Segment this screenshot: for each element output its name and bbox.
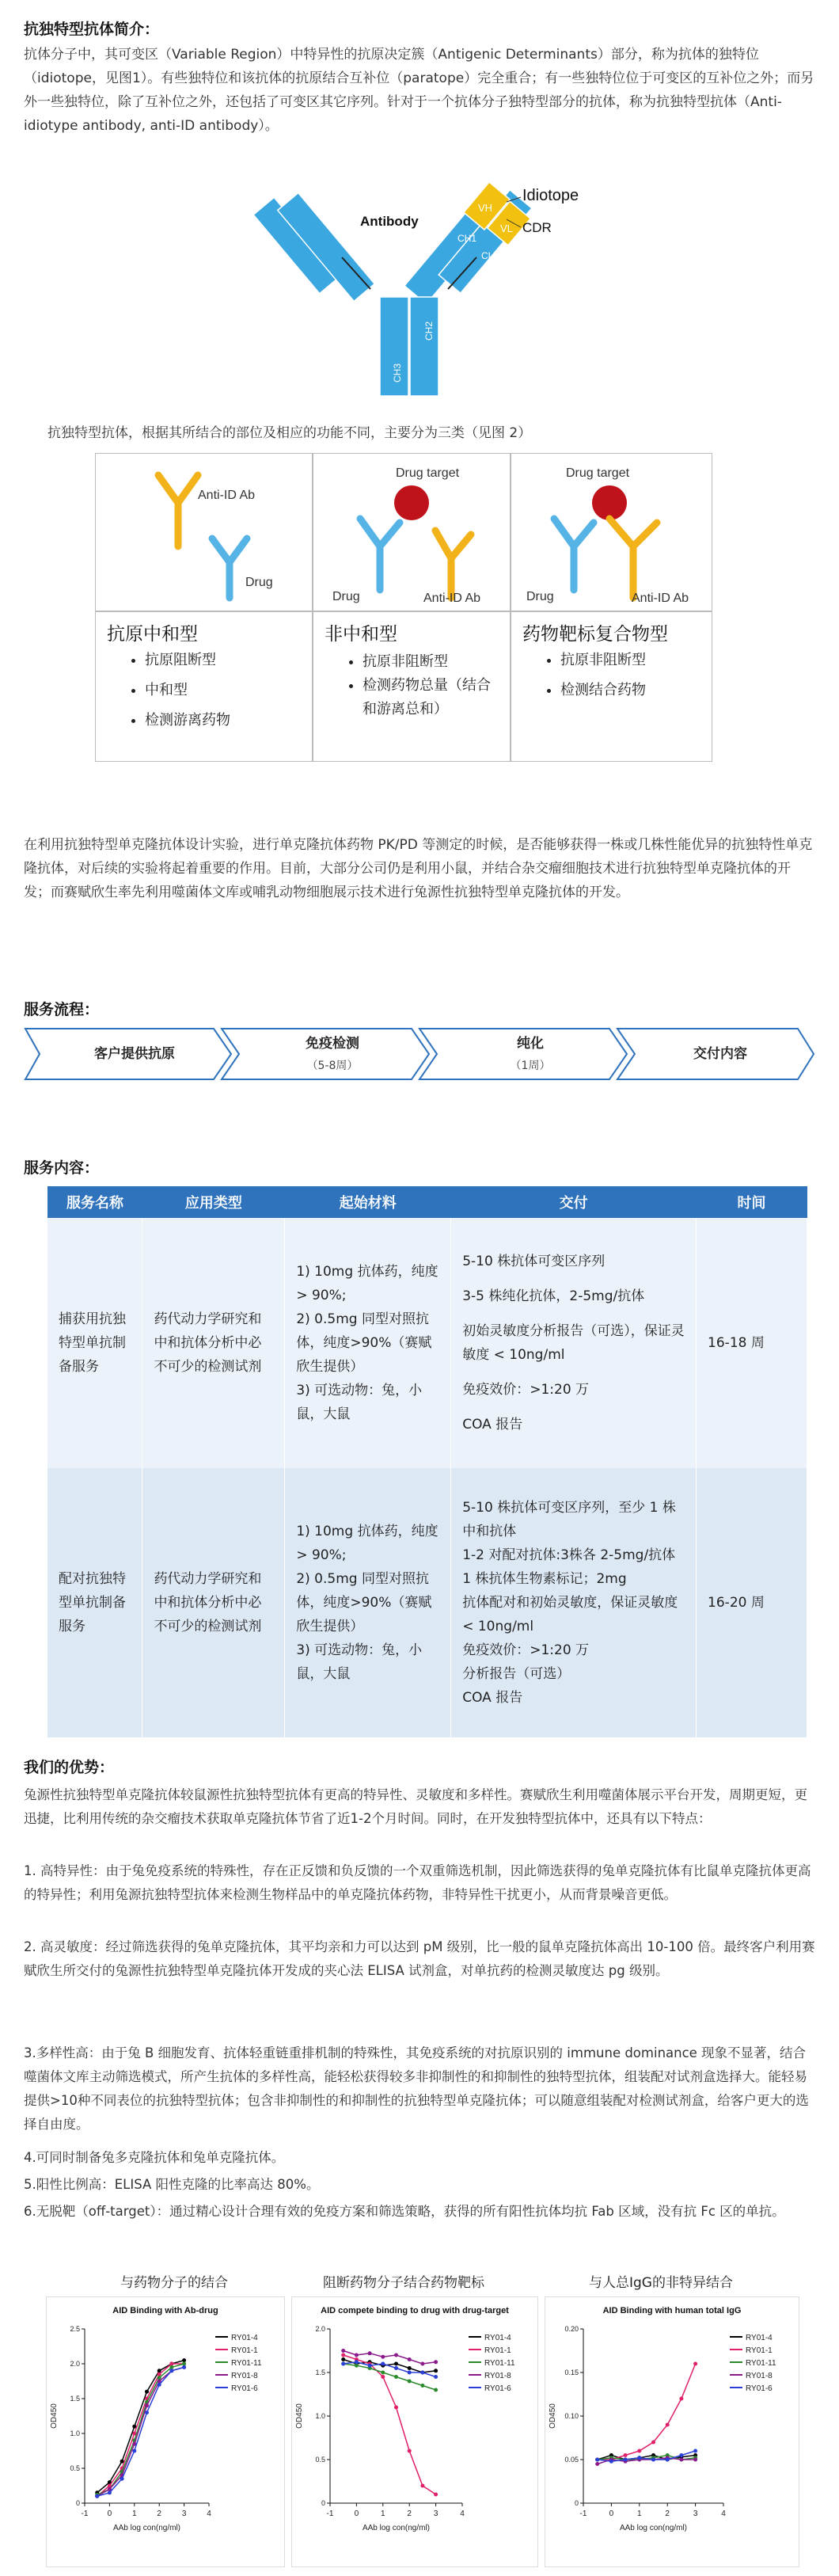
fig1-label-vl: VL xyxy=(500,223,513,234)
category-item: • 抗原非阻断型 xyxy=(363,650,503,674)
data-point xyxy=(408,2380,412,2384)
x-tick-label: 4 xyxy=(721,2509,726,2518)
data-point xyxy=(420,2384,424,2388)
chart-caption-1: 与药物分子的结合 xyxy=(120,2275,228,2291)
data-point xyxy=(394,2353,398,2357)
table-header: 应用类型 xyxy=(142,1186,285,1218)
deliverable-line: 初始灵敏度分析报告（可选），保证灵敏度 < 10ng/ml xyxy=(462,1323,685,1363)
data-point xyxy=(355,2364,359,2368)
deliverable-line: 3-5 株纯化抗体，2-5mg/抗体 xyxy=(462,1288,645,1304)
process-step-3: 纯化 xyxy=(517,1036,544,1052)
data-point xyxy=(651,2441,655,2445)
advantage-point-6: 6.无脱靶（off-target）：通过精心设计合理有效的免疫方案和筛选策略，获得的所有阳性抗体均抗 Fab 区域，没有抗 Fc 区的单抗。 xyxy=(24,2204,785,2219)
data-point xyxy=(394,2406,398,2410)
x-tick-label: -1 xyxy=(81,2509,89,2518)
category-item: • 抗原非阻断型 xyxy=(560,645,708,675)
data-point xyxy=(624,2458,628,2462)
y-tick-label: 1.0 xyxy=(70,2430,80,2437)
deliverable-line: COA 报告 xyxy=(462,1690,523,1706)
data-point xyxy=(95,2494,99,2498)
advantages-title: 我们的优势： xyxy=(24,1759,115,1776)
data-point xyxy=(609,2460,613,2464)
category-item: • 抗原阻断型 xyxy=(145,645,309,675)
service-deliverables xyxy=(451,1468,697,1737)
data-point xyxy=(434,2360,438,2364)
legend-label: RY01-6 xyxy=(484,2384,511,2393)
deliverable-line: 5-10 株抗体可变区序列，至少 1 株中和抗体 xyxy=(462,1500,676,1539)
deliverable-line: 分析报告（可选） xyxy=(462,1666,571,1682)
x-tick-label: 2 xyxy=(407,2509,412,2518)
fig1-label-ch3: CH3 xyxy=(392,363,403,382)
chart-binding-igg xyxy=(545,2296,799,2567)
category-title: 非中和型 xyxy=(325,624,397,645)
x-tick-label: 0 xyxy=(354,2509,359,2518)
data-point xyxy=(381,2355,385,2359)
data-point xyxy=(108,2490,112,2494)
data-point xyxy=(169,2365,173,2369)
diagram-neutralizing xyxy=(111,459,301,610)
data-point xyxy=(132,2449,136,2453)
data-point xyxy=(120,2477,124,2481)
table-row xyxy=(47,1218,807,1468)
data-point xyxy=(381,2375,385,2379)
d2-label-anti-id: Anti-ID Ab xyxy=(423,592,481,605)
series-line xyxy=(344,2355,436,2494)
fig1-label-ch1: CH1 xyxy=(457,233,477,244)
advantage-point-3: 3.多样性高：由于兔 B 细胞发育、抗体轻重链重排机制的特殊性，其免疫系统的对抗原识别的 immune dominance 现象不显著，结合噬菌体文库主动筛选模式，所产生抗体的多样性高，能轻松获得较多非抑制性的和抑制性的独特型抗体，组装配对试剂盒选择大。能轻易提供>10种不同表位的抗独特型抗体；包含非抑制性的和抑制性的抗独特型单克隆抗体；可以随意组装配对检测试剂盒，给客户更大的选择自由度。 xyxy=(24,2045,809,2132)
service-time: 16-20 周 xyxy=(697,1468,807,1737)
fig1-label-antibody: Antibody xyxy=(360,214,419,229)
d1-label-drug: Drug xyxy=(245,576,273,589)
data-point xyxy=(651,2458,655,2462)
service-material xyxy=(285,1468,451,1737)
service-name: 捕获用抗独特型单抗制备服务 xyxy=(47,1218,142,1468)
material-line: 1) 10mg 抗体药，纯度 > 90%; xyxy=(296,1524,438,1563)
material-line: 3) 可选动物：兔，小鼠，大鼠 xyxy=(296,1383,423,1422)
d3-label-anti-id: Anti-ID Ab xyxy=(632,592,689,605)
chart-title: AID Binding with Ab-drug xyxy=(112,2306,218,2315)
data-point xyxy=(381,2362,385,2366)
series-line xyxy=(97,2364,184,2494)
data-point xyxy=(145,2403,149,2407)
x-tick-label: 3 xyxy=(693,2509,698,2518)
data-point xyxy=(158,2369,161,2372)
material-line: 2) 0.5mg 同型对照抗体，纯度>90%（赛赋欣生提供） xyxy=(296,1571,432,1634)
table-header: 时间 xyxy=(697,1186,807,1218)
intro-paragraph: 抗体分子中，其可变区（Variable Region）中特异性的抗原决定簇（Antigenic Determinants）部分，称为抗体的独特位（idiotope，见图1）。有些独特位和该抗体的抗原结合互补位（paratope）完全重合；有一些独特位位于可变区的互补位之外；而另外一些独特位，除了互补位之外，还包括了可变区其它序列。针对于一个抗体分子独特型部分的抗体，称为抗独特型抗体（Anti-idiotype antibody, anti-ID antibody）。 xyxy=(24,47,814,134)
process-step-2-duration: （5-8周） xyxy=(306,1060,359,1072)
legend-label: RY01-4 xyxy=(231,2334,258,2342)
service-app: 药代动力学研究和中和抗体分析中必不可少的检测试剂 xyxy=(142,1218,285,1468)
data-point xyxy=(408,2449,412,2453)
category-item: • 检测游离药物 xyxy=(145,706,309,736)
series-line xyxy=(598,2364,696,2460)
data-point xyxy=(434,2493,438,2497)
data-point xyxy=(381,2371,385,2375)
service-material xyxy=(285,1218,451,1468)
deliverable-line: 1 株抗体生物素标记；2mg xyxy=(462,1571,627,1587)
y-tick-label: 1.5 xyxy=(315,2369,325,2376)
data-point xyxy=(368,2351,372,2355)
y-axis-label: OD450 xyxy=(549,2403,557,2429)
data-point xyxy=(434,2388,438,2392)
diagram-non-neutralizing xyxy=(317,459,507,610)
chart-caption-3: 与人总IgG的非特异结合 xyxy=(589,2275,733,2291)
data-point xyxy=(182,2365,186,2369)
legend-label: RY01-11 xyxy=(746,2359,776,2368)
data-point xyxy=(637,2449,641,2453)
data-point xyxy=(158,2383,161,2387)
table-header: 服务名称 xyxy=(47,1186,142,1218)
x-axis-label: AAb log con(ng/ml) xyxy=(362,2524,431,2532)
y-tick-label: 1.0 xyxy=(315,2412,325,2420)
x-tick-label: 4 xyxy=(207,2509,211,2518)
data-point xyxy=(408,2371,412,2375)
development-paragraph: 在利用抗独特型单克隆抗体设计实验，进行单克隆抗体药物 PK/PD 等测定的时候，是否能够获得一株或几株性能优异的抗独特性单克隆抗体，对后续的实验将起着重要的作用。目前，大部分公司仍是利用小鼠，并结合杂交瘤细胞技术进行抗独特型单克隆抗体的开发；而赛赋欣生率先利用噬菌体文库或哺乳动物细胞展示技术进行兔源性抗独特型单克隆抗体的开发。 xyxy=(24,837,813,900)
category-item: • 检测结合药物 xyxy=(560,675,708,706)
advantages-intro: 兔源性抗独特型单克隆抗体较鼠源性抗独特型抗体有更高的特异性、灵敏度和多样性。赛赋欣生利用噬菌体展示平台开发，周期更短，更迅捷，比利用传统的杂交瘤技术获取单克隆抗体节省了近1-2个月时间。同时，在开发独特型抗体中，还具有以下特点： xyxy=(24,1787,807,1826)
data-point xyxy=(355,2360,359,2364)
intro-title: 抗独特型抗体简介： xyxy=(24,21,160,38)
x-tick-label: 0 xyxy=(609,2509,614,2518)
advantage-point-2: 2. 高灵敏度：经过筛选获得的兔单克隆抗体，其平均亲和力可以达到 pM 级别，比一般的鼠单克隆抗体高出 10-100 倍。最终客户利用赛赋欣生所交付的兔源性抗独特型单克隆抗体开发成的夹心法 ELISA 试剂盒，对单抗药的检测灵敏度达 pg 级别。 xyxy=(24,1939,815,1978)
data-point xyxy=(182,2358,186,2362)
category-item: • 检测药物总量（结合和游离总和） xyxy=(363,674,503,721)
y-tick-label: 0.05 xyxy=(564,2456,579,2464)
x-tick-label: 2 xyxy=(157,2509,161,2518)
x-axis-label: AAb log con(ng/ml) xyxy=(112,2524,181,2532)
y-tick-label: 1.5 xyxy=(70,2395,80,2403)
classification-intro: 抗独特型抗体，根据其所结合的部位及相应的功能不同，主要分为三类（见图 2） xyxy=(47,425,532,441)
data-point xyxy=(420,2371,424,2375)
process-step-4: 交付内容 xyxy=(693,1046,747,1062)
data-point xyxy=(394,2375,398,2379)
data-point xyxy=(434,2369,438,2372)
data-point xyxy=(434,2375,438,2379)
y-tick-label: 0 xyxy=(321,2499,325,2507)
data-point xyxy=(693,2362,697,2366)
chart-title: AID Binding with human total IgG xyxy=(602,2306,742,2315)
d2-label-drug-target: Drug target xyxy=(396,466,460,480)
fig1-label-idiotope: Idiotope xyxy=(522,187,579,204)
x-tick-label: 1 xyxy=(132,2509,137,2518)
legend-label: RY01-8 xyxy=(231,2372,258,2380)
data-point xyxy=(595,2462,599,2466)
x-tick-label: -1 xyxy=(579,2509,587,2518)
legend-label: RY01-1 xyxy=(484,2346,511,2355)
advantage-point-1: 1. 高特异性：由于兔免疫系统的特殊性，存在正反馈和负反馈的一个双重筛选机制，因此筛选获得的兔单克隆抗体有比鼠单克隆抗体更高的特异性；利用兔源抗独特型抗体来检测生物样品中的单克隆抗体药物，非特异性干扰更小，从而背景噪音更低。 xyxy=(24,1863,811,1902)
deliverable-line: 5-10 株抗体可变区序列 xyxy=(462,1254,606,1269)
services-table xyxy=(47,1186,807,1737)
y-tick-label: 2.0 xyxy=(70,2360,80,2368)
x-axis-label: AAb log con(ng/ml) xyxy=(619,2524,688,2532)
legend-label: RY01-4 xyxy=(484,2334,511,2342)
chart-caption-2: 阻断药物分子结合药物靶标 xyxy=(323,2275,484,2291)
process-flow xyxy=(24,1027,815,1081)
legend-label: RY01-8 xyxy=(484,2372,511,2380)
data-point xyxy=(158,2372,161,2376)
data-point xyxy=(341,2362,345,2366)
data-point xyxy=(145,2390,149,2394)
series-line xyxy=(97,2367,184,2496)
x-tick-label: -1 xyxy=(326,2509,334,2518)
advantage-point-5: 5.阳性比例高：ELISA 阳性克隆的比率高达 80%。 xyxy=(24,2177,320,2192)
service-deliverables xyxy=(451,1218,697,1468)
y-tick-label: 0.5 xyxy=(70,2464,80,2472)
process-step-3-duration: （1周） xyxy=(510,1060,551,1072)
category-complex xyxy=(522,619,708,706)
chart-binding-ab-drug xyxy=(46,2296,285,2567)
data-point xyxy=(679,2453,683,2457)
deliverable-line: 免疫效价：>1:20 万 xyxy=(462,1642,590,1658)
table-header: 起始材料 xyxy=(285,1186,451,1218)
y-axis-label: OD450 xyxy=(295,2403,304,2429)
fig1-label-ch2: CH2 xyxy=(423,321,435,341)
data-point xyxy=(182,2362,186,2366)
process-step-1: 客户提供抗原 xyxy=(94,1046,175,1062)
data-point xyxy=(693,2449,697,2453)
y-tick-label: 0.5 xyxy=(315,2456,325,2464)
service-time: 16-18 周 xyxy=(697,1218,807,1468)
legend-label: RY01-11 xyxy=(231,2359,262,2368)
data-point xyxy=(169,2369,173,2372)
antibody-structure-figure xyxy=(269,170,579,400)
category-neutralizing xyxy=(107,619,309,736)
services-title: 服务内容： xyxy=(24,1159,100,1177)
data-point xyxy=(420,2484,424,2488)
material-line: 1) 10mg 抗体药，纯度 > 90%; xyxy=(296,1264,438,1303)
deliverable-line: 1-2 对配对抗体:3株各 2-5mg/抗体 xyxy=(462,1547,676,1563)
legend-label: RY01-1 xyxy=(231,2346,258,2355)
process-title: 服务流程： xyxy=(24,1001,100,1018)
legend-label: RY01-6 xyxy=(746,2384,773,2393)
x-tick-label: 1 xyxy=(381,2509,385,2518)
legend-label: RY01-8 xyxy=(746,2372,773,2380)
data-point xyxy=(595,2458,599,2462)
service-app: 药代动力学研究和中和抗体分析中必不可少的检测试剂 xyxy=(142,1468,285,1737)
process-step-2: 免疫检测 xyxy=(306,1036,359,1052)
y-tick-label: 2.0 xyxy=(315,2325,325,2333)
y-tick-label: 0.15 xyxy=(564,2369,579,2376)
data-point xyxy=(420,2362,424,2366)
data-point xyxy=(368,2364,372,2368)
fig1-label-cl: CL xyxy=(481,250,494,261)
category-non-neutralizing xyxy=(325,619,503,721)
category-item: • 中和型 xyxy=(145,675,309,706)
data-point xyxy=(341,2353,345,2357)
data-point xyxy=(169,2362,173,2366)
y-tick-label: 0.20 xyxy=(564,2325,579,2333)
table-row xyxy=(47,1468,807,1737)
y-tick-label: 0.10 xyxy=(564,2412,579,2420)
data-point xyxy=(145,2410,149,2414)
d2-label-drug: Drug xyxy=(332,590,360,603)
data-point xyxy=(666,2458,670,2462)
fig1-label-vh: VH xyxy=(478,202,493,214)
x-tick-label: 4 xyxy=(460,2509,465,2518)
data-point xyxy=(666,2423,670,2427)
legend-label: RY01-11 xyxy=(484,2359,515,2368)
data-point xyxy=(355,2353,359,2357)
service-name: 配对抗独特型单抗制备服务 xyxy=(47,1468,142,1737)
diagram-complex xyxy=(514,459,708,610)
category-title: 药物靶标复合物型 xyxy=(522,624,668,645)
data-point xyxy=(408,2366,412,2370)
material-line: 3) 可选动物：兔，小鼠，大鼠 xyxy=(296,1642,423,1682)
category-title: 抗原中和型 xyxy=(107,624,198,645)
data-point xyxy=(408,2357,412,2361)
data-point xyxy=(637,2456,641,2460)
deliverable-line: COA 报告 xyxy=(462,1417,523,1433)
fig1-label-cdr: CDR xyxy=(522,220,552,235)
material-line: 2) 0.5mg 同型对照抗体，纯度>90%（赛赋欣生提供） xyxy=(296,1311,432,1375)
data-point xyxy=(693,2458,697,2462)
chart-title: AID compete binding to drug with drug-target xyxy=(321,2306,509,2315)
data-point xyxy=(394,2362,398,2366)
x-tick-label: 3 xyxy=(181,2509,187,2518)
advantage-point-4: 4.可同时制备兔多克隆抗体和兔单克隆抗体。 xyxy=(24,2150,285,2165)
x-tick-label: 1 xyxy=(637,2509,642,2518)
y-tick-label: 2.5 xyxy=(70,2325,80,2333)
data-point xyxy=(394,2366,398,2370)
legend-label: RY01-6 xyxy=(231,2384,258,2393)
legend-label: RY01-1 xyxy=(746,2346,773,2355)
deliverable-line: 抗体配对和初始灵敏度，保证灵敏度 < 10ng/ml xyxy=(462,1595,678,1634)
data-point xyxy=(624,2453,628,2457)
data-point xyxy=(679,2397,683,2401)
data-point xyxy=(158,2376,161,2380)
y-tick-label: 0 xyxy=(574,2499,579,2507)
deliverable-line: 免疫效价：>1:20 万 xyxy=(462,1382,590,1398)
legend-label: RY01-4 xyxy=(746,2334,773,2342)
d1-label-anti-id: Anti-ID Ab xyxy=(198,489,256,502)
d3-label-drug-target: Drug target xyxy=(566,466,630,480)
table-header: 交付 xyxy=(451,1186,697,1218)
y-tick-label: 0 xyxy=(75,2499,80,2507)
x-tick-label: 2 xyxy=(665,2509,670,2518)
d3-label-drug: Drug xyxy=(526,590,554,603)
data-point xyxy=(341,2349,345,2353)
data-point xyxy=(341,2357,345,2361)
x-tick-label: 3 xyxy=(433,2509,438,2518)
chart-compete-binding xyxy=(291,2296,538,2567)
y-axis-label: OD450 xyxy=(50,2403,59,2429)
data-point xyxy=(679,2458,683,2462)
x-tick-label: 0 xyxy=(107,2509,112,2518)
